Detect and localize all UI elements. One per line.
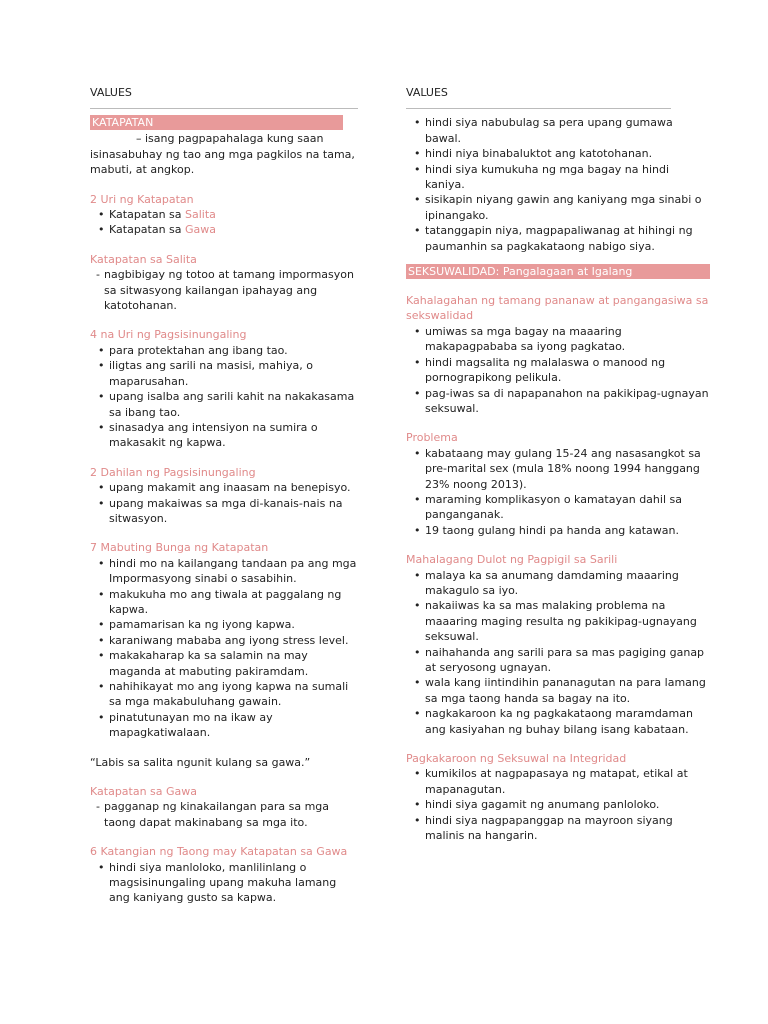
list-item: • pinatutunayan mo na ikaw ay mapagkatiwalaan. [90,710,358,741]
list-item: • hindi magsalita ng malalaswa o manood ng pornograpikong pelikula. [406,355,711,386]
list-item: • karaniwang mababa ang iyong stress level. [90,633,358,648]
list-item: • nagkakaroon ka ng pagkakataong maramdaman ang kasiyahan ng buhay bilang isang kabataan. [406,706,711,737]
integridad-list [406,766,711,843]
list-item: • hindi siya nagpapanggap na mayroon siyang malinis na hangarin. [406,813,711,844]
left-header-rule [90,108,358,109]
dulot-list [406,568,711,737]
list-item: • hindi niya binabaluktot ang katotohanan. [406,146,711,161]
list-item: - nagbibigay ng totoo at tamang impormasyon sa sitwasyong kailangan ipahayag ang katotohanan. [90,267,358,313]
list-item: • makakaharap ka sa salamin na may maganda at mabuting pakiramdam. [90,648,358,679]
left-column [90,85,358,906]
integridad-heading: Pagkakaroon ng Seksuwal na Integridad [406,752,627,766]
dahilan-heading: 2 Dahilan ng Pagsisinungaling [90,465,256,479]
list-item: • malaya ka sa anumang damdaming maaaring makagulo sa iyo. [406,568,711,599]
bunga-heading: 7 Mabuting Bunga ng Katapatan [90,541,269,555]
pagsisinungaling-heading: 4 na Uri ng Pagsisinungaling [90,328,247,342]
katangian-heading: 6 Katangian ng Taong may Katapatan sa Gawa [90,845,348,859]
seksuwalidad-bar: SEKSUWALIDAD: Pangalagaan at Igalang [406,264,710,279]
list-item: • hindi siya nabubulag sa pera upang gumawa bawal. [406,115,711,146]
list-item: • hindi mo na kailangang tandaan pa ang mga Impormasyong sinabi o sasabihin. [90,556,358,587]
problema-list [406,446,711,538]
right-header: VALUES [406,86,448,99]
uri-list [90,207,358,238]
list-item: - pagganap ng kinakailangan para sa mga taong dapat makinabang sa mga ito. [90,799,358,830]
list-item: • maraming komplikasyon o kamatayan dahil sa panganganak. [406,492,711,523]
gawa-definition [90,799,358,830]
list-item: • upang isalba ang sarili kahit na nakakasama sa ibang tao. [90,389,358,420]
gawa-section [90,784,358,830]
list-item: • upang makamit ang inaasam na benepisyo. [90,480,358,495]
list-item: • pag-iwas sa di napapanahon na pakikipag-ugnayan seksuwal. [406,386,711,417]
list-item: • upang makaiwas sa mga di-kanais-nais na sitwasyon. [90,496,358,527]
list-item: • tatanggapin niya, magpapaliwanag at hihingi ng paumanhin sa pagkakataong nabigo siya. [406,223,711,254]
list-item: • makukuha mo ang tiwala at paggalang ng kapwa. [90,587,358,618]
kahalagahan-heading: Kahalagahan ng tamang pananaw at pangangasiwa sa sekswalidad [406,294,709,323]
problema-heading: Problema [406,431,458,445]
bunga-section [90,540,358,740]
list-item: • naihahanda ang sarili para sa mas pagiging ganap at seryosong ugnayan. [406,645,711,676]
quote-text: “Labis sa salita ngunit kulang sa gawa.” [90,755,311,769]
list-item: • hindi siya manloloko, manlilinlang o magsisinungaling upang makuha lamang ang kaniyang gusto sa kapwa. [90,860,358,906]
uri-heading: 2 Uri ng Katapatan [90,192,194,206]
right-header-rule [406,108,671,109]
integridad-section [406,751,711,843]
salita-definition [90,267,358,313]
list-item: • 19 taong gulang hindi pa handa ang katawan. [406,523,711,538]
dulot-section [406,552,711,737]
salita-section [90,252,358,314]
problema-section [406,430,711,538]
list-item: • wala kang iintindihin pananagutan na para lamang sa mga taong handa sa bagay na ito. [406,675,711,706]
kahalagahan-section [406,293,711,416]
list-item: • kumikilos at nagpapasaya ng matapat, etikal at mapanagutan. [406,766,711,797]
kahalagahan-list [406,324,711,416]
dahilan-list [90,480,358,526]
katapatan-bar: KATAPATAN [90,115,343,130]
list-item: • iligtas ang sarili na masisi, mahiya, o maparusahan. [90,358,358,389]
list-item: • hindi siya gagamit ng anumang panloloko. [406,797,711,812]
list-item: • hindi siya kumukuha ng mga bagay na hindi kaniya. [406,162,711,193]
list-item: • sinasadya ang intensiyon na sumira o makasakit ng kapwa. [90,420,358,451]
list-item: • nakaiiwas ka sa mas malaking problema na maaaring maging resulta ng pakikipag-ugnayang seksuwal. [406,598,711,644]
list-item: • umiwas sa mga bagay na maaaring makapagpababa sa iyong pagkatao. [406,324,711,355]
list-item: • sisikapin niyang gawin ang kaniyang mga sinabi o ipinangako. [406,192,711,223]
dahilan-section [90,465,358,527]
bunga-list [90,556,358,741]
katangian-continued-list [406,115,711,254]
list-item: • nahihikayat mo ang iyong kapwa na sumali sa mga makabuluhang gawain. [90,679,358,710]
gawa-heading: Katapatan sa Gawa [90,785,198,799]
pagsisinungaling-section [90,327,358,450]
right-column [406,85,711,843]
left-header: VALUES [90,86,132,99]
list-item: • Katapatan sa Salita [90,207,358,222]
highlight-word: Gawa [185,223,217,237]
katapatan-intro-text: – isang pagpapahalaga kung saan isinasabuhay ng tao ang mga pagkilos na tama, mabuti, at angkop. [90,132,355,177]
list-item: • Katapatan sa Gawa [90,222,358,237]
uri-section [90,192,358,238]
list-item: • pamamarisan ka ng iyong kapwa. [90,617,358,632]
katangian-section [90,844,358,906]
salita-heading: Katapatan sa Salita [90,252,197,266]
dulot-heading: Mahalagang Dulot ng Pagpigil sa Sarili [406,553,618,567]
katangian-list [90,860,358,906]
list-item: • kabataang may gulang 15-24 ang nasasangkot sa pre-marital sex (mula 18% noong 1994 hanggang 23% noong 2013). [406,446,711,492]
list-item: • para protektahan ang ibang tao. [90,343,358,358]
highlight-word: Salita [185,208,216,222]
pagsisinungaling-list [90,343,358,451]
katapatan-intro [90,131,358,177]
